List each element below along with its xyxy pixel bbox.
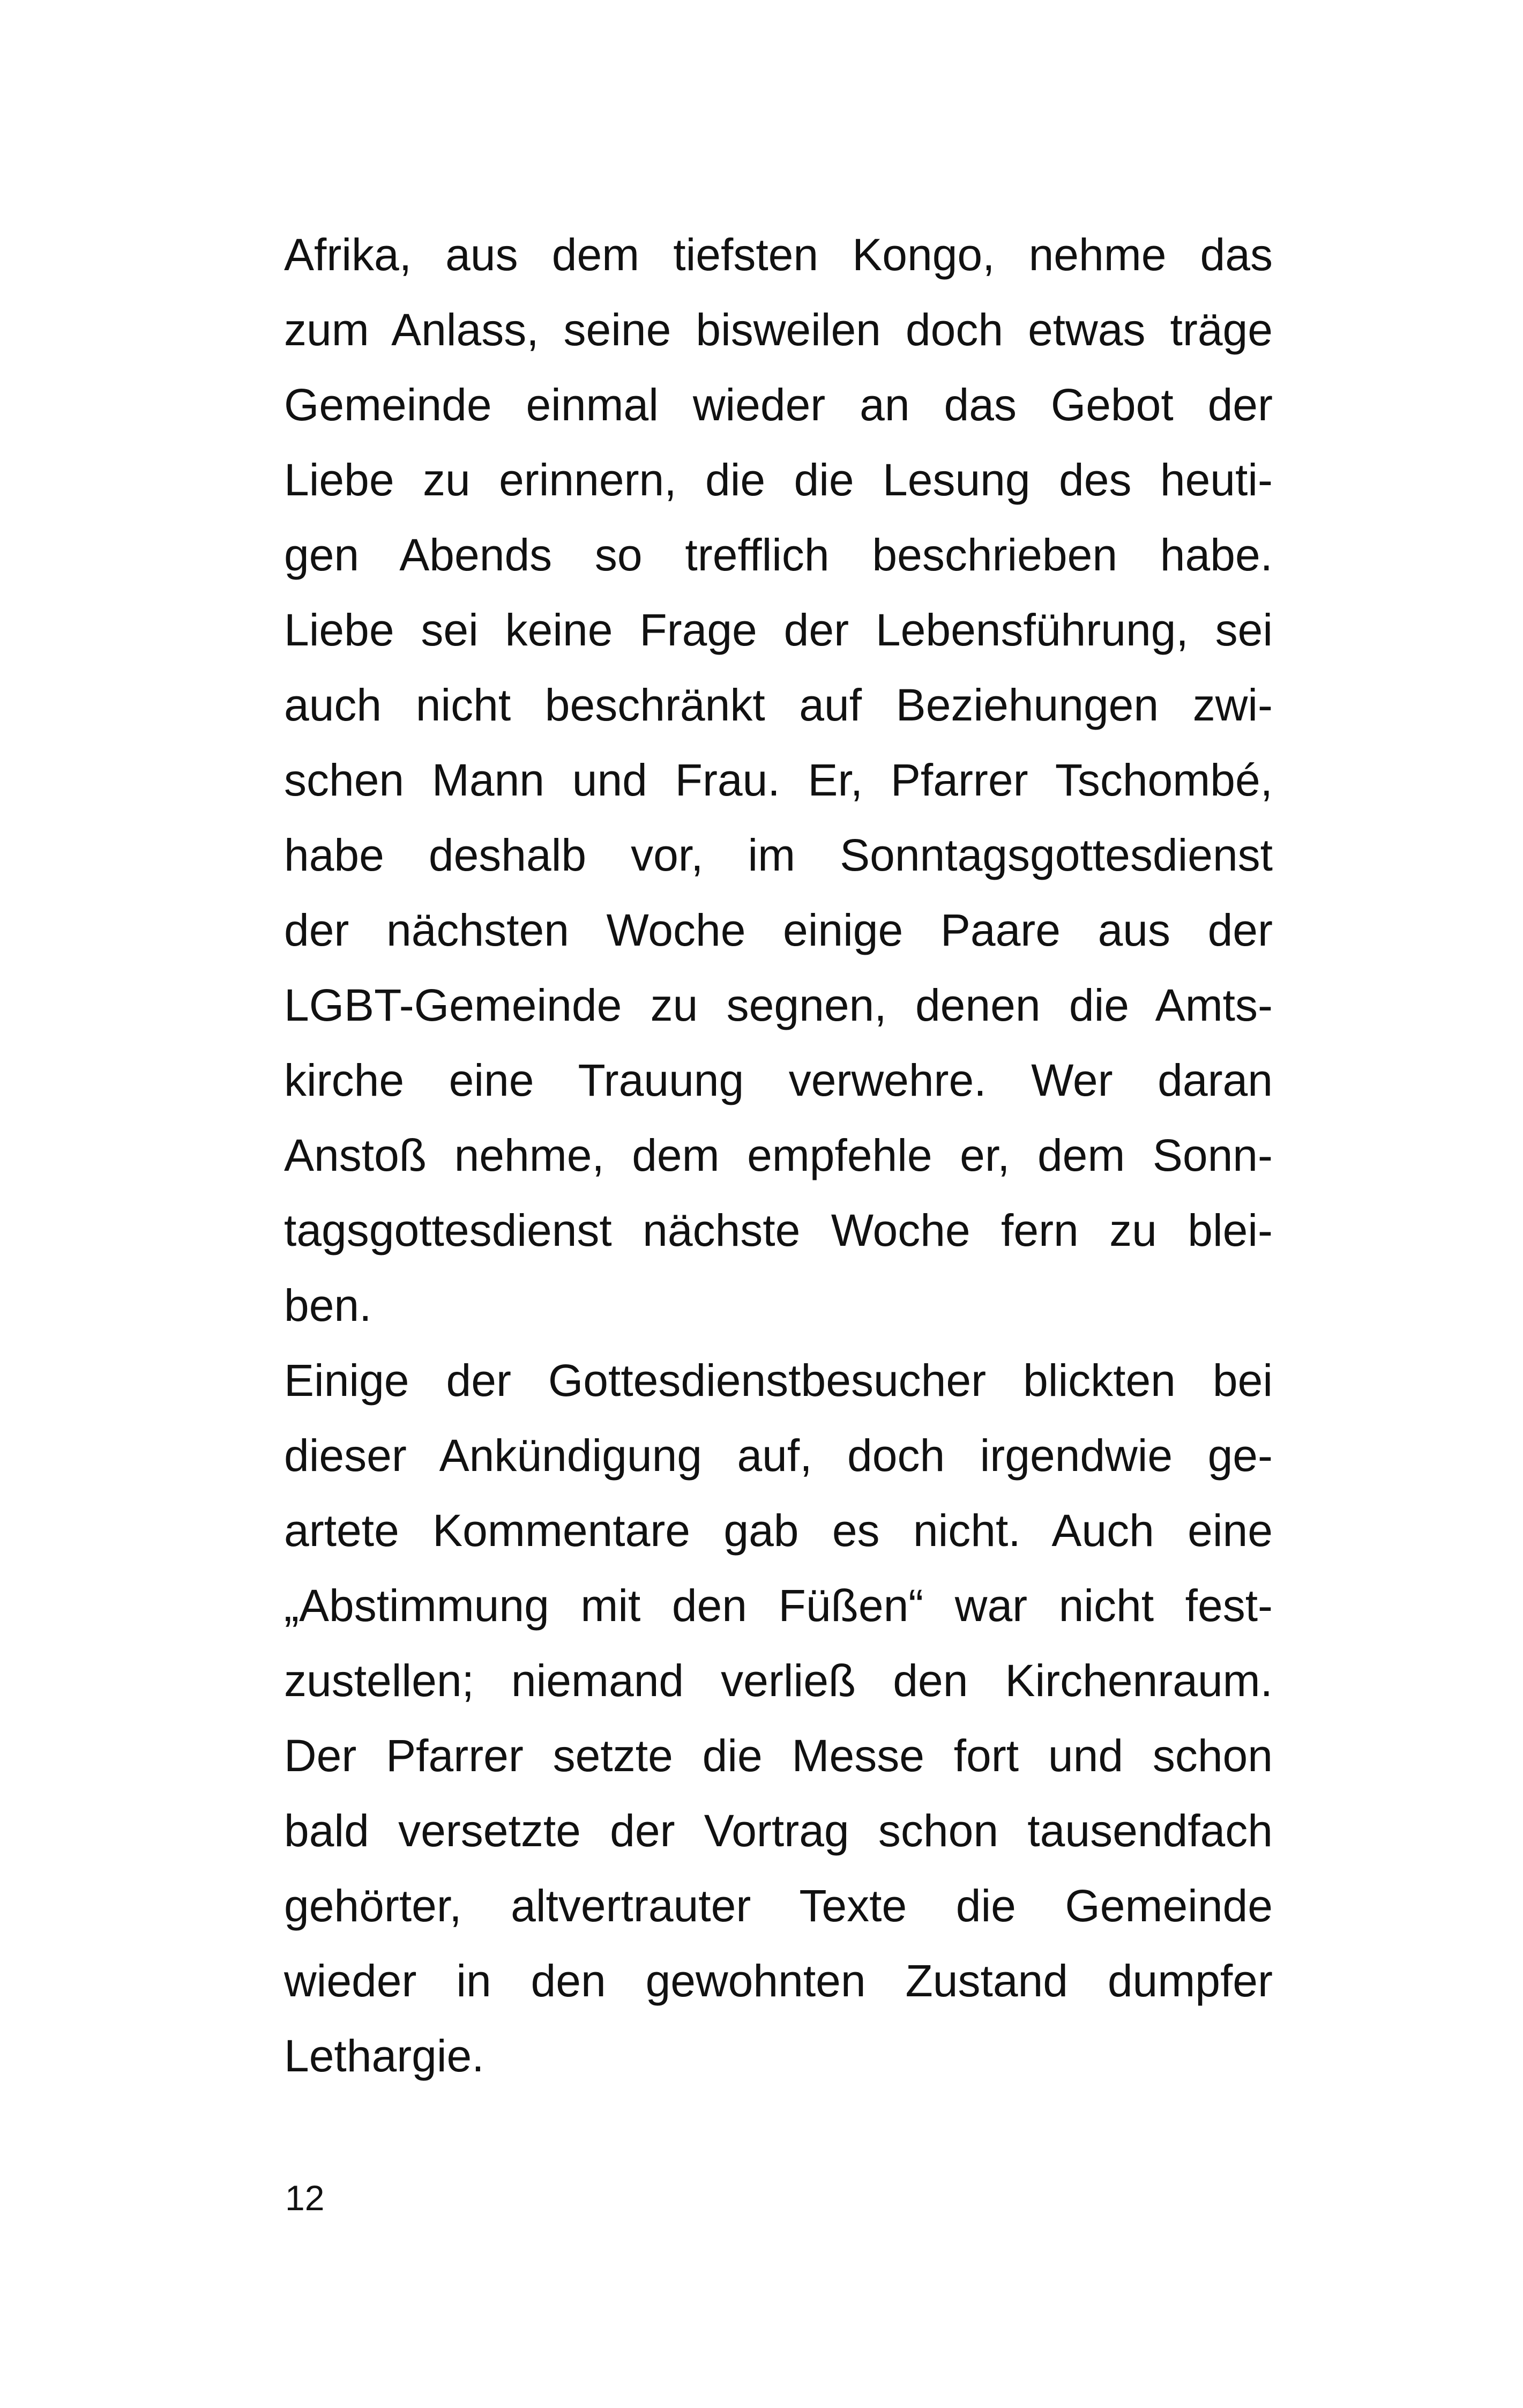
text-line: LGBT-Gemeinde zu segnen, denen die Amts- [284, 980, 1273, 1030]
text-line: dieser Ankündigung auf, doch irgendwie ge- [284, 1430, 1273, 1481]
text-line: Gemeinde einmal wieder an das Gebot der [284, 380, 1273, 430]
text-line: habe deshalb vor, im Sonntagsgottesdienst [284, 830, 1273, 880]
text-line: wieder in den gewohnten Zustand dumpfer [284, 1956, 1273, 2006]
body-text [284, 217, 1273, 2093]
text-line: Einige der Gottesdienstbesucher blickten bei [284, 1355, 1273, 1406]
text-line: Anstoß nehme, dem empfehle er, dem Sonn- [284, 1130, 1273, 1180]
page-number: 12 [285, 2178, 325, 2218]
text-line: Der Pfarrer setzte die Messe fort und schon [284, 1730, 1273, 1781]
text-line: auch nicht beschränkt auf Beziehungen zwi- [284, 680, 1273, 730]
text-line-paragraph-end: ben. [284, 1280, 372, 1331]
text-line: kirche eine Trauung verwehre. Wer daran [284, 1055, 1273, 1105]
text-line: tagsgottesdienst nächste Woche fern zu blei- [284, 1205, 1273, 1255]
text-line: „Abstimmung mit den Füßen“ war nicht fest- [284, 1580, 1273, 1631]
text-line: zum Anlass, seine bisweilen doch etwas träge [284, 304, 1273, 355]
text-line: schen Mann und Frau. Er, Pfarrer Tschombé, [284, 755, 1273, 805]
text-line: gen Abends so trefflich beschrieben habe. [284, 530, 1273, 580]
text-line: gehörter, altvertrauter Texte die Gemeinde [284, 1881, 1273, 1931]
text-line: zustellen; niemand verließ den Kirchenraum. [284, 1655, 1273, 1706]
text-line: bald versetzte der Vortrag schon tausendfach [284, 1805, 1273, 1856]
text-line-paragraph-end: Lethargie. [284, 2031, 484, 2081]
text-line: Liebe sei keine Frage der Lebensführung, sei [284, 605, 1273, 655]
text-line: Afrika, aus dem tiefsten Kongo, nehme das [284, 229, 1273, 280]
text-line: artete Kommentare gab es nicht. Auch eine [284, 1505, 1273, 1556]
text-line: Liebe zu erinnern, die die Lesung des heuti- [284, 455, 1273, 505]
text-line: der nächsten Woche einige Paare aus der [284, 905, 1273, 955]
